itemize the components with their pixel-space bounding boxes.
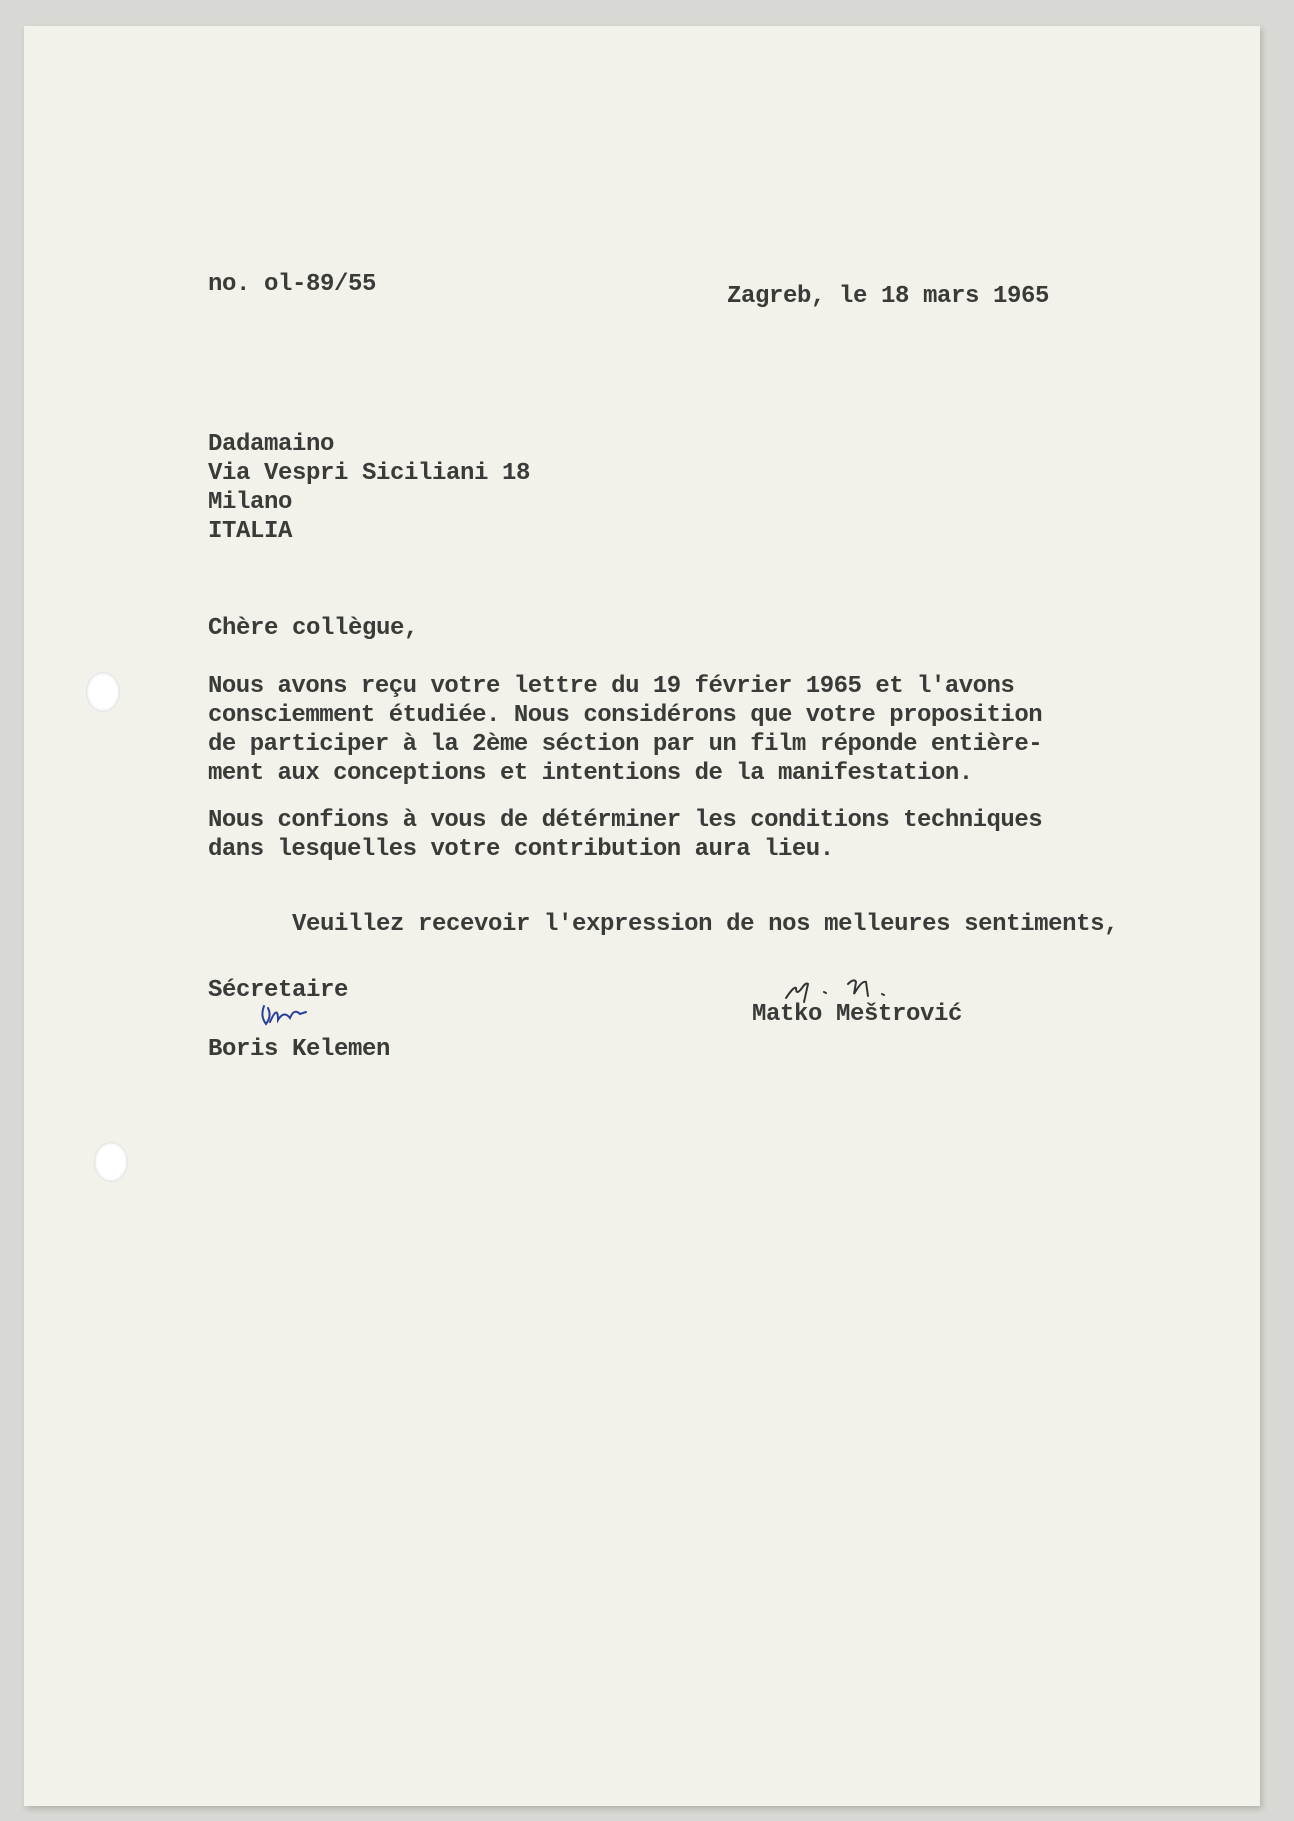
paragraph-line: dans lesquelles votre contribution aura lieu. xyxy=(208,836,834,863)
recipient-country: ITALIA xyxy=(208,518,293,545)
reference-number: no. ol-89/55 xyxy=(208,271,377,298)
closing-line: Veuillez recevoir l'expression de nos melleures sentiments, xyxy=(292,911,1119,938)
paragraph-line: Nous confions à vous de détérminer les conditions techniques xyxy=(208,807,1043,834)
body-paragraph-1 xyxy=(208,672,1042,788)
punch-hole xyxy=(94,1142,128,1182)
paragraph-line: Nous avons reçu votre lettre du 19 février 1965 et l'avons xyxy=(208,673,1015,700)
body-paragraph-2 xyxy=(208,806,1042,864)
recipient-street: Via Vespri Siciliani 18 xyxy=(208,460,531,487)
recipient-city: Milano xyxy=(208,489,293,516)
recipient-name: Dadamaino xyxy=(208,431,335,458)
secretary-name: Boris Kelemen xyxy=(208,1036,391,1063)
paragraph-line: ment aux conceptions et intentions de la manifestation. xyxy=(208,760,973,787)
director-name: Matko Meštrović xyxy=(752,1001,963,1028)
punch-hole xyxy=(86,672,120,712)
place-date: Zagreb, le 18 mars 1965 xyxy=(727,283,1050,310)
recipient-address xyxy=(208,430,530,546)
secretary-signature xyxy=(256,998,316,1034)
paragraph-line: de participer à la 2ème séction par un film réponde entière- xyxy=(208,731,1043,758)
salutation: Chère collègue, xyxy=(208,615,419,642)
secretary-title: Sécretaire xyxy=(208,977,349,1004)
paragraph-line: consciemment étudiée. Nous considérons que votre proposition xyxy=(208,702,1043,729)
